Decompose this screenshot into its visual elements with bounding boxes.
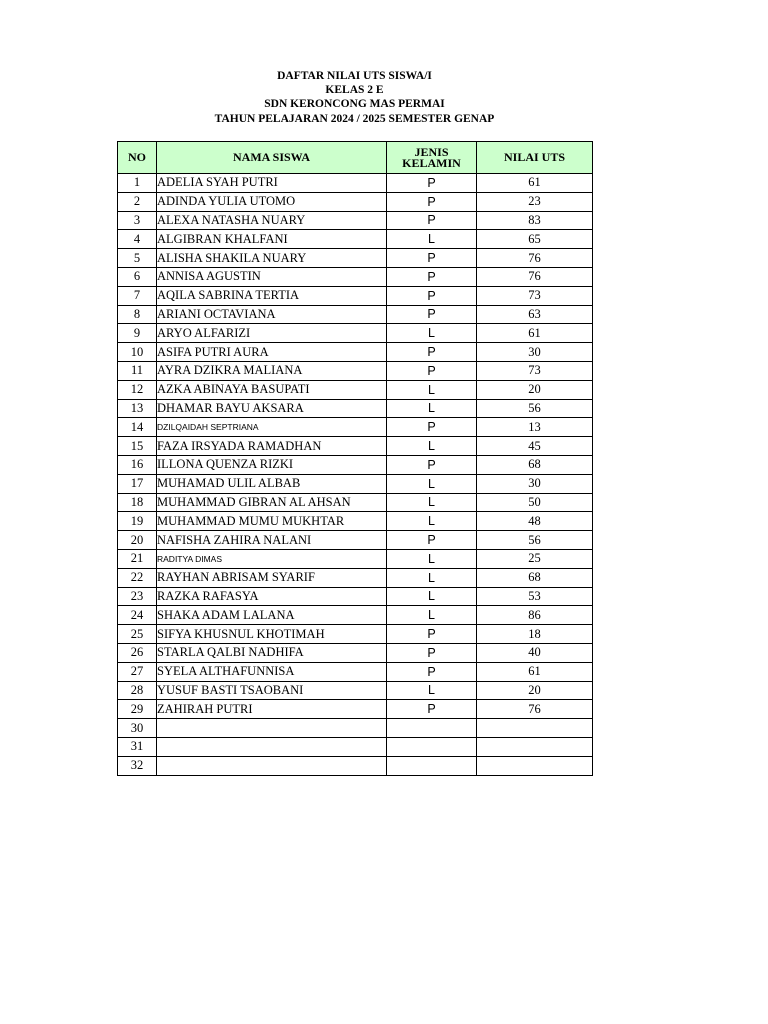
table-row: [118, 267, 593, 286]
row-number-cell: 19: [118, 512, 157, 531]
gender-cell: P: [387, 267, 477, 286]
gender-cell: P: [387, 343, 477, 362]
gender-cell: [387, 737, 477, 756]
gender-cell: L: [387, 493, 477, 512]
row-number-cell: 4: [118, 230, 157, 249]
table-row: [118, 249, 593, 268]
academic-year-line: TAHUN PELAJARAN 2024 / 2025 SEMESTER GENAP: [214, 112, 495, 125]
row-number-cell: 28: [118, 681, 157, 700]
score-cell: 86: [477, 606, 593, 625]
table-row: [118, 286, 593, 305]
student-name-cell: ADELIA SYAH PUTRI: [157, 174, 387, 193]
score-cell: [477, 719, 593, 738]
table-row: [118, 305, 593, 324]
table-row: [118, 324, 593, 343]
document-header: [117, 69, 592, 126]
table-row: [118, 512, 593, 531]
row-number-cell: 21: [118, 549, 157, 568]
table-row: [118, 643, 593, 662]
score-cell: 61: [477, 174, 593, 193]
score-cell: 48: [477, 512, 593, 531]
student-name-cell: ALISHA SHAKILA NUARY: [157, 249, 387, 268]
student-name-cell: MUHAMMAD MUMU MUKHTAR: [157, 512, 387, 531]
score-cell: 56: [477, 531, 593, 550]
gender-cell: L: [387, 549, 477, 568]
student-name-cell: ARYO ALFARIZI: [157, 324, 387, 343]
score-cell: 68: [477, 568, 593, 587]
row-number-cell: 23: [118, 587, 157, 606]
row-number-cell: 3: [118, 211, 157, 230]
student-name-cell: AQILA SABRINA TERTIA: [157, 286, 387, 305]
student-name-cell: ALEXA NATASHA NUARY: [157, 211, 387, 230]
gender-cell: P: [387, 192, 477, 211]
table-header-row: [118, 142, 593, 174]
table-row: [118, 343, 593, 362]
class-line: KELAS 2 E: [325, 84, 384, 97]
gender-cell: P: [387, 662, 477, 681]
table-row: [118, 380, 593, 399]
score-cell: 23: [477, 192, 593, 211]
row-number-cell: 24: [118, 606, 157, 625]
table-row: [118, 174, 593, 193]
student-name-cell: SYELA ALTHAFUNNISA: [157, 662, 387, 681]
score-cell: 61: [477, 662, 593, 681]
row-number-cell: 32: [118, 756, 157, 775]
gender-cell: L: [387, 587, 477, 606]
student-name-cell: ZAHIRAH PUTRI: [157, 700, 387, 719]
score-cell: 73: [477, 286, 593, 305]
gender-cell: P: [387, 211, 477, 230]
row-number-cell: 27: [118, 662, 157, 681]
gender-cell: L: [387, 380, 477, 399]
score-cell: [477, 737, 593, 756]
gender-cell: P: [387, 286, 477, 305]
gender-cell: L: [387, 474, 477, 493]
student-name-cell: YUSUF BASTI TSAOBANI: [157, 681, 387, 700]
score-cell: 20: [477, 681, 593, 700]
table-row: [118, 211, 593, 230]
gender-cell: P: [387, 643, 477, 662]
student-name-cell: ANNISA AGUSTIN: [157, 267, 387, 286]
score-cell: 56: [477, 399, 593, 418]
student-name-cell: [157, 737, 387, 756]
student-name-cell: FAZA IRSYADA RAMADHAN: [157, 437, 387, 456]
table-row: [118, 737, 593, 756]
table-body: [118, 174, 593, 776]
table-row: [118, 719, 593, 738]
score-cell: [477, 756, 593, 775]
score-cell: 61: [477, 324, 593, 343]
student-name-cell: RADITYA DIMAS: [157, 549, 387, 568]
row-number-cell: 14: [118, 418, 157, 437]
row-number-cell: 13: [118, 399, 157, 418]
table-row: [118, 230, 593, 249]
table-row: [118, 474, 593, 493]
student-name-cell: MUHAMMAD GIBRAN AL AHSAN: [157, 493, 387, 512]
gender-cell: P: [387, 361, 477, 380]
student-name-cell: SHAKA ADAM LALANA: [157, 606, 387, 625]
column-header-no: NO: [118, 142, 157, 174]
table-row: [118, 681, 593, 700]
row-number-cell: 15: [118, 437, 157, 456]
student-name-cell: RAZKA RAFASYA: [157, 587, 387, 606]
row-number-cell: 29: [118, 700, 157, 719]
table-row: [118, 192, 593, 211]
gender-cell: [387, 719, 477, 738]
score-cell: 65: [477, 230, 593, 249]
table-row: [118, 700, 593, 719]
row-number-cell: 17: [118, 474, 157, 493]
gender-cell: P: [387, 305, 477, 324]
gender-cell: P: [387, 174, 477, 193]
row-number-cell: 30: [118, 719, 157, 738]
student-name-cell: [157, 719, 387, 738]
column-header-gender: [387, 142, 477, 174]
student-name-cell: AYRA DZIKRA MALIANA: [157, 361, 387, 380]
column-header-gender-line2: KELAMIN: [402, 155, 461, 170]
score-cell: 76: [477, 267, 593, 286]
gender-cell: L: [387, 437, 477, 456]
gender-cell: P: [387, 418, 477, 437]
score-cell: 68: [477, 455, 593, 474]
grades-table: [117, 141, 593, 776]
gender-cell: L: [387, 606, 477, 625]
row-number-cell: 10: [118, 343, 157, 362]
row-number-cell: 20: [118, 531, 157, 550]
student-name-cell: NAFISHA ZAHIRA NALANI: [157, 531, 387, 550]
student-name-cell: AZKA ABINAYA BASUPATI: [157, 380, 387, 399]
row-number-cell: 11: [118, 361, 157, 380]
row-number-cell: 1: [118, 174, 157, 193]
student-name-cell: [157, 756, 387, 775]
table-row: [118, 531, 593, 550]
score-cell: 18: [477, 625, 593, 644]
row-number-cell: 25: [118, 625, 157, 644]
row-number-cell: 5: [118, 249, 157, 268]
score-cell: 30: [477, 343, 593, 362]
row-number-cell: 2: [118, 192, 157, 211]
score-cell: 40: [477, 643, 593, 662]
gender-cell: L: [387, 399, 477, 418]
table-row: [118, 606, 593, 625]
student-name-cell: SIFYA KHUSNUL KHOTIMAH: [157, 625, 387, 644]
row-number-cell: 18: [118, 493, 157, 512]
student-name-cell: ILLONA QUENZA RIZKI: [157, 455, 387, 474]
student-name-cell: ALGIBRAN KHALFANI: [157, 230, 387, 249]
gender-cell: L: [387, 230, 477, 249]
title-line: DAFTAR NILAI UTS SISWA/I: [277, 70, 432, 82]
gender-cell: P: [387, 249, 477, 268]
row-number-cell: 12: [118, 380, 157, 399]
table-row: [118, 662, 593, 681]
school-line: SDN KERONCONG MAS PERMAI: [264, 98, 445, 111]
table-row: [118, 549, 593, 568]
student-name-cell: DHAMAR BAYU AKSARA: [157, 399, 387, 418]
table-row: [118, 455, 593, 474]
score-cell: 13: [477, 418, 593, 437]
column-header-score: NILAI UTS: [477, 142, 593, 174]
gender-cell: L: [387, 568, 477, 587]
table-row: [118, 399, 593, 418]
student-name-cell: ARIANI OCTAVIANA: [157, 305, 387, 324]
student-name-cell: STARLA QALBI NADHIFA: [157, 643, 387, 662]
student-name-cell: ASIFA PUTRI AURA: [157, 343, 387, 362]
table-row: [118, 418, 593, 437]
student-name-cell: MUHAMAD ULIL ALBAB: [157, 474, 387, 493]
gender-cell: [387, 756, 477, 775]
score-cell: 25: [477, 549, 593, 568]
table-row: [118, 568, 593, 587]
student-name-cell: DZILQAIDAH SEPTRIANA: [157, 418, 387, 437]
row-number-cell: 9: [118, 324, 157, 343]
gender-cell: L: [387, 512, 477, 531]
score-cell: 50: [477, 493, 593, 512]
row-number-cell: 31: [118, 737, 157, 756]
row-number-cell: 8: [118, 305, 157, 324]
score-cell: 30: [477, 474, 593, 493]
row-number-cell: 6: [118, 267, 157, 286]
row-number-cell: 16: [118, 455, 157, 474]
gender-cell: P: [387, 625, 477, 644]
gender-cell: P: [387, 455, 477, 474]
table-row: [118, 587, 593, 606]
table-row: [118, 361, 593, 380]
score-cell: 83: [477, 211, 593, 230]
row-number-cell: 7: [118, 286, 157, 305]
score-cell: 53: [477, 587, 593, 606]
column-header-name: NAMA SISWA: [157, 142, 387, 174]
score-cell: 73: [477, 361, 593, 380]
gender-cell: L: [387, 324, 477, 343]
table-row: [118, 625, 593, 644]
score-cell: 45: [477, 437, 593, 456]
table-row: [118, 437, 593, 456]
gender-cell: P: [387, 531, 477, 550]
table-row: [118, 756, 593, 775]
score-cell: 76: [477, 700, 593, 719]
row-number-cell: 22: [118, 568, 157, 587]
column-header-gender-line1: JENIS: [414, 144, 449, 159]
score-cell: 20: [477, 380, 593, 399]
student-name-cell: ADINDA YULIA UTOMO: [157, 192, 387, 211]
score-cell: 63: [477, 305, 593, 324]
student-name-cell: RAYHAN ABRISAM SYARIF: [157, 568, 387, 587]
gender-cell: L: [387, 681, 477, 700]
row-number-cell: 26: [118, 643, 157, 662]
score-cell: 76: [477, 249, 593, 268]
table-row: [118, 493, 593, 512]
gender-cell: P: [387, 700, 477, 719]
